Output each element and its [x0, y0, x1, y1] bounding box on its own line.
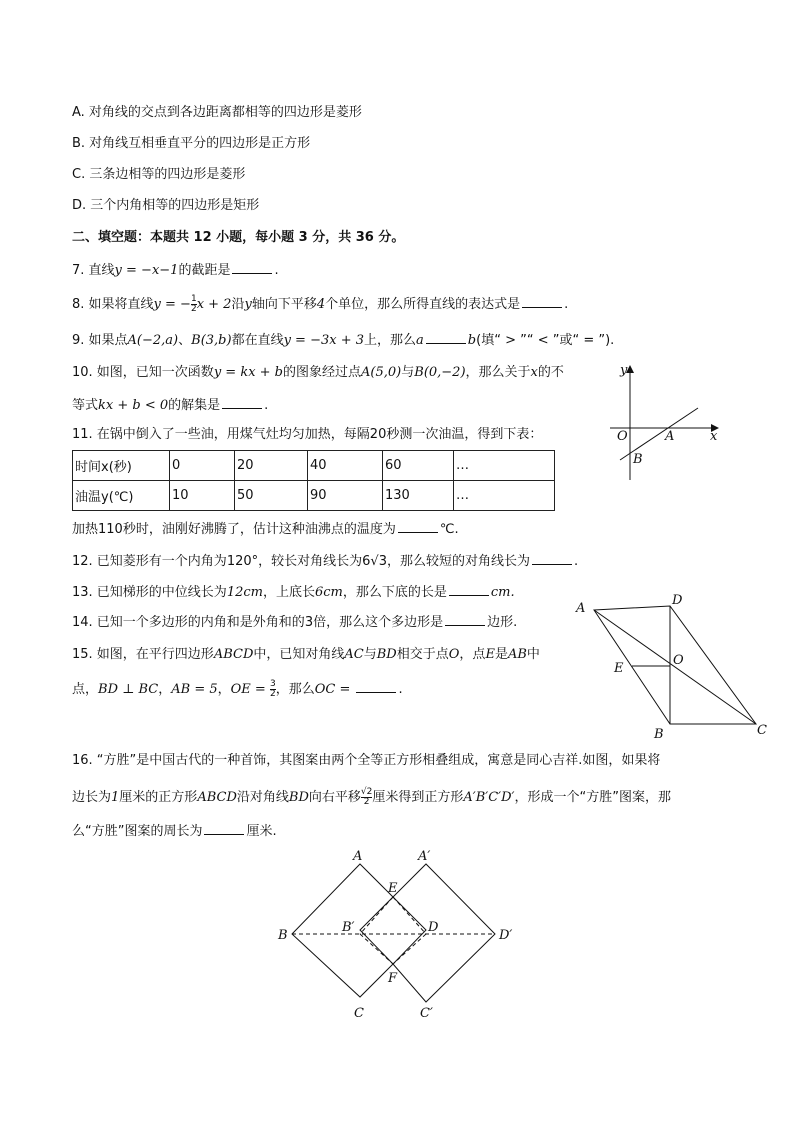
question-12 — [72, 552, 578, 571]
q15-ac: AC — [344, 647, 364, 662]
q15-cond2: AB = 5 — [171, 682, 218, 697]
answer-blank[interactable] — [522, 295, 562, 308]
q15-parallelogram-figure — [570, 592, 770, 742]
q16-fraction — [361, 788, 372, 807]
q10-end: . — [264, 398, 269, 413]
q15-frac-den: 2 — [269, 689, 276, 699]
q13-text-post: ，那么下底的长是 — [342, 585, 447, 600]
q16-frac-den: 2 — [363, 797, 370, 807]
answer-blank[interactable] — [398, 520, 438, 533]
q15-text-mid2: 相交于点 — [396, 647, 449, 662]
question-13 — [72, 583, 515, 602]
q12-end: . — [574, 554, 579, 569]
q10-text: 10. 如图，已知一次函数 — [72, 365, 214, 380]
q15-text-end: 中 — [526, 647, 540, 662]
label-d: D — [672, 593, 683, 608]
answer-blank[interactable] — [449, 583, 489, 596]
q7-text-post: 的截距是 — [178, 263, 231, 278]
table-cell: 时间x(秒) — [73, 451, 170, 481]
question-15-line1 — [72, 646, 540, 664]
q15-o: O — [448, 647, 460, 662]
option-d: D. 三个内角相等的四边形是矩形 — [72, 198, 260, 213]
dashed-edge — [360, 934, 393, 964]
table-cell: 130 — [383, 481, 454, 511]
question-16-line2 — [72, 788, 671, 807]
q11-after-mid: 秒时，油刚好沸腾了，估计这种油沸点的温度为 — [122, 522, 396, 537]
q10-l2-post: 的解集是 — [168, 398, 221, 413]
answer-blank[interactable] — [222, 396, 262, 409]
q9-var-b: b — [467, 333, 477, 348]
q9-point-b: B(3,b) — [191, 333, 232, 348]
q9-text-mid: 都在直线 — [231, 333, 284, 348]
label-b: B — [654, 727, 664, 742]
q16-length: 1 — [111, 790, 120, 805]
q16-l2-end: ，形成一个“方胜”图案，那 — [514, 790, 671, 805]
answer-blank[interactable] — [204, 822, 244, 835]
label-a2: A′ — [418, 849, 431, 864]
question-15-line2 — [72, 680, 403, 699]
q13-value-b: 6cm — [314, 585, 343, 600]
q12-text-post: ，那么较短的对角线长为 — [386, 554, 530, 569]
answer-blank[interactable] — [532, 552, 572, 565]
label-b: B — [278, 928, 288, 943]
q9-point-a: A(−2,a) — [127, 333, 179, 348]
q16-abcd2: A′B′C′D′ — [463, 790, 515, 805]
q8-text-post: 个单位，那么所得直线的表达式是 — [325, 297, 521, 312]
q15-e: E — [485, 647, 495, 662]
question-14 — [72, 613, 517, 632]
square-a2b2c2d2-solid — [393, 864, 495, 1002]
q12-text-mid: ，较长对角线长为 — [258, 554, 363, 569]
q13-text: 13. 已知梯形的中位线长为 — [72, 585, 227, 600]
q9-var-a: a — [416, 333, 424, 348]
q10-point-a: A(5,0) — [361, 365, 402, 380]
question-10-line1 — [72, 364, 564, 382]
q10-and: 与 — [401, 365, 415, 380]
q9-text: 9. 如果点 — [72, 333, 128, 348]
table-cell: 0 — [170, 451, 235, 481]
q8-equation-b: x + 2 — [196, 297, 232, 312]
q14-end: 边形. — [487, 615, 518, 630]
option-c: C. 三条边相等的四边形是菱形 — [72, 167, 246, 182]
q15-comma2: ， — [217, 682, 231, 697]
q7-equation: y = −x−1 — [114, 263, 179, 278]
answer-blank[interactable] — [445, 613, 485, 626]
label-e: E — [614, 661, 624, 676]
q15-ab: AB — [507, 647, 527, 662]
q12-length: 6√3 — [362, 554, 387, 569]
table-cell: 10 — [170, 481, 235, 511]
q15-cond1: BD ⊥ BC — [98, 682, 159, 697]
q10-text-post: ，那么关于 — [465, 365, 531, 380]
label-c: C — [354, 1006, 364, 1021]
q11-after-text: 加热 — [72, 522, 99, 537]
table-cell: 20 — [235, 451, 308, 481]
q15-text-mid: 中，已知对角线 — [253, 647, 345, 662]
q8-end: . — [564, 297, 569, 312]
answer-blank[interactable] — [232, 261, 272, 274]
table-cell: 60 — [383, 451, 454, 481]
q13-value-a: 12cm — [226, 585, 263, 600]
q10-text-end: 的不 — [537, 365, 564, 380]
q16-l2-mid4: 厘米得到正方形 — [372, 790, 464, 805]
label-a: A — [353, 849, 363, 864]
q15-text-mid4: 是 — [494, 647, 508, 662]
q16-l2-mid: 厘米的正方形 — [119, 790, 198, 805]
q8-text-mid: 沿 — [231, 297, 245, 312]
q10-text-mid: 的图象经过点 — [283, 365, 362, 380]
q9-text-mid2: 上，那么 — [364, 333, 417, 348]
table-cell: 40 — [308, 451, 383, 481]
table-cell: 50 — [235, 481, 308, 511]
q12-angle: 120° — [226, 554, 259, 569]
label-c2: C′ — [420, 1006, 433, 1021]
q10-inequality: kx + b < 0 — [98, 398, 169, 413]
q8-equation-a: y = − — [153, 297, 191, 312]
label-e: E — [388, 881, 398, 896]
q16-l3-text: 么“方胜”图案的周长为 — [72, 824, 203, 839]
label-o: O — [617, 429, 628, 444]
q7-text: 7. 直线 — [72, 263, 115, 278]
q13-end: cm. — [490, 585, 515, 600]
label-a: A — [665, 429, 675, 444]
q10-graph-figure — [600, 360, 730, 485]
q8-frac-num: 1 — [190, 294, 197, 304]
q10-l2-text: 等式 — [72, 398, 99, 413]
question-11-after — [72, 520, 459, 539]
table-cell: … — [454, 451, 555, 481]
q9-text-post: (填“ > ”“ < ”或“ = ”). — [476, 333, 615, 348]
q16-l3-end: 厘米. — [246, 824, 277, 839]
question-9 — [72, 331, 614, 350]
q15-l2-text: 点， — [72, 682, 99, 697]
answer-blank[interactable] — [426, 331, 466, 344]
q10-equation: y = kx + b — [213, 365, 284, 380]
q8-text: 8. 如果将直线 — [72, 297, 154, 312]
question-8 — [72, 295, 568, 314]
q13-text-mid: ，上底长 — [262, 585, 315, 600]
q16-bd: BD — [288, 790, 309, 805]
label-b: B — [633, 452, 643, 467]
q16-frac-num: √2 — [360, 787, 373, 797]
q14-text-post: 倍，那么这个多边形是 — [313, 615, 444, 630]
q15-end: . — [398, 682, 403, 697]
q8-frac-den: 2 — [190, 304, 197, 314]
q12-text: 12. 已知菱形有一个内角为 — [72, 554, 227, 569]
table-row — [73, 481, 555, 511]
question-16-line3 — [72, 822, 277, 841]
q15-oc: OC = — [314, 682, 355, 697]
q15-text-mid3: ，点 — [459, 647, 486, 662]
table-cell: 90 — [308, 481, 383, 511]
q15-abcd: ABCD — [213, 647, 254, 662]
q10-var: x — [530, 365, 538, 380]
q8-text-mid2: 轴向下平移 — [251, 297, 317, 312]
q14-text: 14. 已知一个多边形的内角和是外角和的 — [72, 615, 305, 630]
q16-abcd: ABCD — [197, 790, 237, 805]
option-a: A. 对角线的交点到各边距离都相等的四边形是菱形 — [72, 105, 362, 120]
dashed-edge — [360, 897, 393, 934]
label-y: y — [620, 363, 628, 378]
q9-equation: y = −3x + 3 — [283, 333, 365, 348]
section-title: 二、填空题：本题共 12 小题，每小题 3 分，共 36 分。 — [72, 230, 405, 245]
table-cell: … — [454, 481, 555, 511]
q9-sep: 、 — [178, 333, 192, 348]
label-b2: B′ — [342, 920, 355, 935]
answer-blank[interactable] — [356, 680, 396, 693]
q11-table — [72, 450, 555, 511]
q15-frac-num: 3 — [269, 679, 276, 689]
table-row — [73, 451, 555, 481]
label-f: F — [388, 971, 398, 986]
dashed-edge — [393, 897, 426, 934]
function-line — [620, 408, 698, 460]
table-cell: 油温y(℃) — [73, 481, 170, 511]
label-a: A — [576, 601, 586, 616]
q11-after-num: 110 — [98, 522, 123, 537]
question-7 — [72, 261, 279, 280]
q15-text: 15. 如图，在平行四边形 — [72, 647, 214, 662]
label-x: x — [710, 429, 718, 444]
q8-num: 4 — [316, 297, 326, 312]
q15-comma: ， — [158, 682, 172, 697]
label-d2: D′ — [499, 928, 513, 943]
q15-and: 与 — [363, 647, 377, 662]
q15-cond3: OE = — [230, 682, 270, 697]
q8-axis: y — [244, 297, 252, 312]
label-o: O — [673, 653, 684, 668]
dashed-edge — [393, 934, 426, 964]
q15-bd: BD — [376, 647, 397, 662]
q16-l2-text: 边长为 — [72, 790, 112, 805]
q16-fangsheng-figure — [270, 842, 530, 1027]
question-11: 11. 在锅中倒入了一些油，用煤气灶均匀加热，每隔20秒测一次油温，得到下表： — [72, 427, 543, 442]
q7-end: . — [274, 263, 279, 278]
q16-l2-mid3: 向右平移 — [308, 790, 361, 805]
option-b: B. 对角线互相垂直平分的四边形是正方形 — [72, 136, 311, 151]
label-d: D — [428, 920, 439, 935]
q10-point-b: B(0,−2) — [414, 365, 466, 380]
question-16-line1: 16. “方胜”是中国古代的一种首饰，其图案由两个全等正方形相叠组成，寓意是同心吉祥.如图，如果将 — [72, 753, 661, 768]
label-c: C — [757, 723, 767, 738]
q15-l2-mid: ，那么 — [275, 682, 315, 697]
q11-after-end: ℃. — [439, 522, 459, 537]
q16-l2-mid2: 沿对角线 — [236, 790, 289, 805]
q14-num: 3 — [304, 615, 314, 630]
question-10-line2 — [72, 396, 268, 415]
